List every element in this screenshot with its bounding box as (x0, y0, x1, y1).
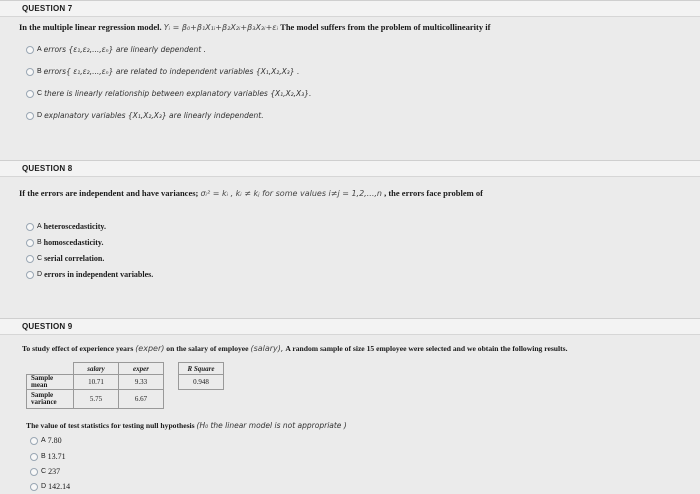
row-sample-mean: Sample mean (27, 375, 74, 390)
radio-button[interactable] (26, 68, 34, 76)
question-7-title: QUESTION 7 (22, 4, 73, 13)
q8-option-c[interactable]: C serial correlation. (26, 254, 104, 263)
q9-option-a[interactable]: A 7.80 (30, 436, 62, 445)
row-sample-variance: Sample variance (27, 390, 74, 409)
var-salary: 5.75 (74, 390, 119, 409)
radio-button[interactable] (26, 255, 34, 263)
radio-button[interactable] (26, 271, 34, 279)
radio-button[interactable] (26, 46, 34, 54)
question-7-header (0, 0, 700, 17)
question-8-header (0, 160, 700, 177)
question-9-header (0, 318, 700, 335)
regression-model: Yᵢ = β₀+β₁X₁ᵢ+β₂X₂ᵢ+β₃X₃ᵢ+εᵢ (163, 23, 279, 32)
variance-condition: σᵢ² = kᵢ , kᵢ ≠ kⱼ for some values i≠j = 1,2,...,n (200, 189, 382, 198)
q7-option-a[interactable]: A errors {ε₁,ε₂,...,εₙ} are linearly dependent . (26, 45, 206, 54)
question-8-panel (0, 160, 700, 318)
radio-button[interactable] (26, 239, 34, 247)
q8-option-a[interactable]: A heteroscedasticity. (26, 222, 106, 231)
q9-option-b[interactable]: B 13.71 (30, 452, 66, 461)
question-8-stem: If the errors are independent and have variances; σᵢ² = kᵢ , kᵢ ≠ kⱼ for some values i≠j = 1,2,...,n , the errors face problem of (19, 188, 483, 198)
q7-option-b[interactable]: B errors{ ε₁,ε₂,...,εₙ} are related to independent variables {X₁,X₂,X₃} . (26, 67, 299, 76)
radio-button[interactable] (30, 437, 38, 445)
mean-exper: 9.33 (119, 375, 164, 390)
question-9-title: QUESTION 9 (22, 322, 73, 331)
results-table (26, 362, 224, 409)
col-r-square: R Square (179, 363, 224, 375)
radio-button[interactable] (26, 90, 34, 98)
radio-button[interactable] (30, 468, 38, 476)
radio-button[interactable] (30, 483, 38, 491)
q7-option-d[interactable]: D explanatory variables {X₁,X₂,X₃} are linearly independent. (26, 111, 264, 120)
question-8-title: QUESTION 8 (22, 164, 73, 173)
q7-option-c[interactable]: C there is linearly relationship between explanatory variables {X₁,X₂,X₃}. (26, 89, 311, 98)
radio-button[interactable] (30, 453, 38, 461)
q9-option-d[interactable]: D 142.14 (30, 482, 70, 491)
q8-option-d[interactable]: D errors in independent variables. (26, 270, 153, 279)
var-exper: 6.67 (119, 390, 164, 409)
question-9-prompt: The value of test statistics for testing null hypothesis (H₀ the linear model is not appropriate ) (26, 421, 347, 430)
radio-button[interactable] (26, 223, 34, 231)
question-9-stem: To study effect of experience years (exper) on the salary of employee (salary), A random sample of size 15 employee were selected and we obtain the following results. (22, 344, 568, 353)
q8-option-b[interactable]: B homoscedasticity. (26, 238, 103, 247)
mean-salary: 10.71 (74, 375, 119, 390)
col-exper: exper (119, 363, 164, 375)
radio-button[interactable] (26, 112, 34, 120)
question-7-stem: In the multiple linear regression model. Yᵢ = β₀+β₁X₁ᵢ+β₂X₂ᵢ+β₃X₃ᵢ+εᵢ The model suffers from the problem of multicollinearity if (19, 22, 491, 32)
col-salary: salary (74, 363, 119, 375)
q9-option-c[interactable]: C 237 (30, 467, 60, 476)
r-square-value: 0.948 (179, 375, 224, 390)
